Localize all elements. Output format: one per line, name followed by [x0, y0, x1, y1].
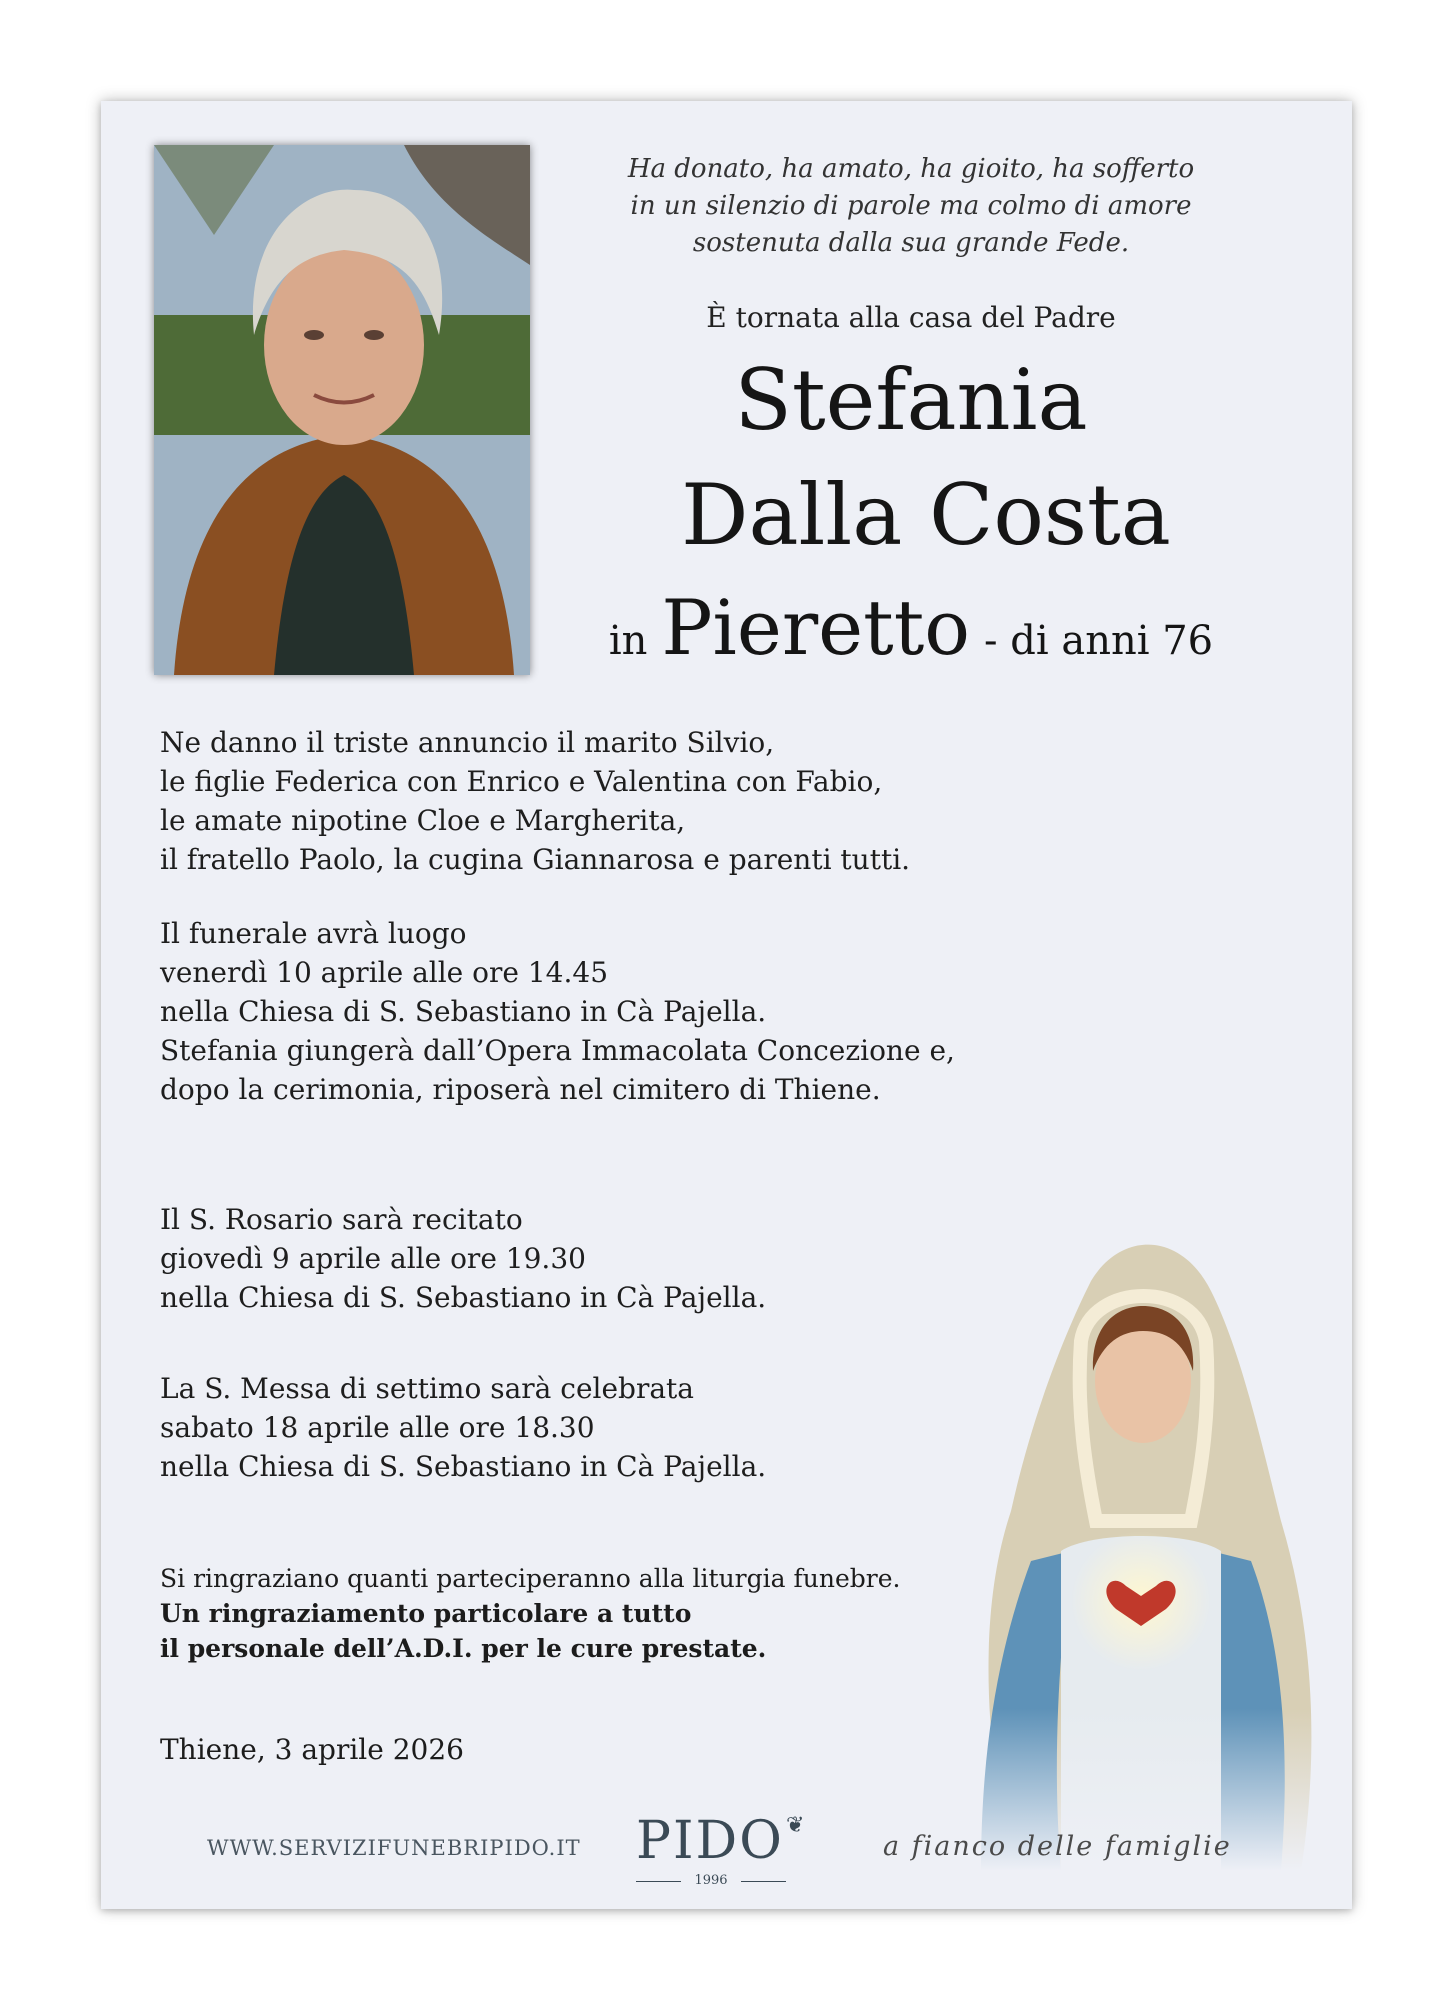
announcement-block	[160, 723, 910, 879]
mass-line: nella Chiesa di S. Sebastiano in Cà Pajella.	[160, 1450, 767, 1483]
madonna-image	[921, 1221, 1341, 1871]
mass-line: La S. Messa di settimo sarà celebrata	[160, 1372, 694, 1405]
funeral-line: Il funerale avrà luogo	[160, 917, 467, 950]
rosary-line: giovedì 9 aprile alle ore 19.30	[160, 1242, 586, 1275]
mass-line: sabato 18 aprile alle ore 18.30	[160, 1411, 595, 1444]
quote-line-2: in un silenzio di parole ma colmo di amore	[630, 191, 1192, 221]
age-text: - di anni 76	[984, 618, 1214, 664]
quote-line-1: Ha donato, ha amato, ha gioito, ha sofferto	[627, 154, 1195, 184]
quote-line-3: sostenuta dalla sua grande Fede.	[692, 228, 1130, 258]
rosary-line: nella Chiesa di S. Sebastiano in Cà Pajella.	[160, 1281, 767, 1314]
thanks-block	[160, 1561, 900, 1666]
logo-rule-right	[741, 1881, 786, 1882]
thanks-line-1: Si ringraziano quanti parteciperanno alla liturgia funebre.	[160, 1564, 901, 1593]
website-url[interactable]: WWW.SERVIZIFUNEBRIPIDO.IT	[207, 1836, 581, 1860]
thanks-line-3: il personale dell’A.D.I. per le cure prestate.	[160, 1634, 767, 1663]
last-name: Dalla Costa	[681, 466, 1171, 564]
logo-text: PIDO	[636, 1811, 784, 1871]
intro-text: È tornata alla casa del Padre	[706, 301, 1116, 334]
funeral-line: dopo la cerimonia, riposerà nel cimitero di Thiene.	[160, 1073, 881, 1106]
thanks-line-2: Un ringraziamento particolare a tutto	[160, 1599, 692, 1628]
announcement-line: le amate nipotine Cloe e Margherita,	[160, 804, 686, 837]
rosary-block	[160, 1200, 766, 1317]
company-logo	[636, 1811, 816, 1888]
tagline: a fianco delle famiglie	[883, 1831, 1232, 1862]
first-name: Stefania	[734, 351, 1088, 449]
funeral-line: Stefania giungerà dall’Opera Immacolata Concezione e,	[160, 1034, 955, 1067]
portrait-photo	[154, 145, 530, 675]
obituary-notice	[101, 101, 1352, 1909]
married-prefix: in	[608, 618, 648, 664]
quote	[551, 151, 1271, 262]
logo-year: 1996	[694, 1873, 728, 1888]
announcement-line: Ne danno il triste annuncio il marito Silvio,	[160, 726, 775, 759]
mass-block	[160, 1369, 766, 1486]
funeral-line: nella Chiesa di S. Sebastiano in Cà Pajella.	[160, 995, 767, 1028]
place-date: Thiene, 3 aprile 2026	[160, 1733, 464, 1766]
dove-icon: ❦	[786, 1813, 805, 1838]
funeral-line: venerdì 10 aprile alle ore 14.45	[160, 956, 609, 989]
rosary-line: Il S. Rosario sarà recitato	[160, 1203, 523, 1236]
married-line	[551, 583, 1271, 672]
married-name: Pieretto	[661, 583, 970, 672]
announcement-line: le figlie Federica con Enrico e Valentina con Fabio,	[160, 765, 883, 798]
announcement-line: il fratello Paolo, la cugina Giannarosa e parenti tutti.	[160, 843, 911, 876]
funeral-block	[160, 914, 955, 1109]
